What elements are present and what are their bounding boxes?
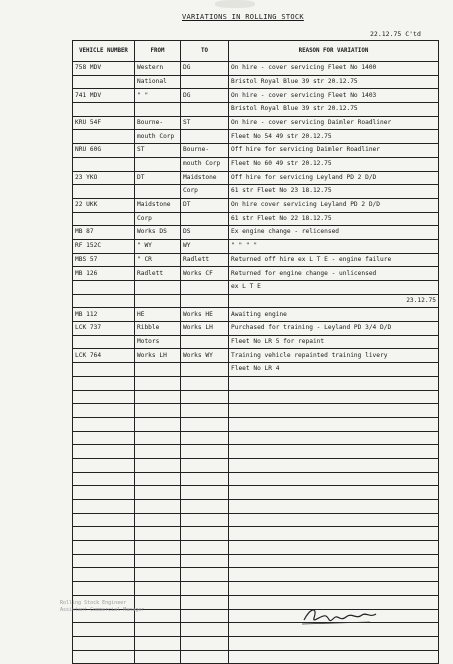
scan-smudge	[215, 0, 255, 8]
cell-reason: Bristol Royal Blue 39 str 20.12.75	[229, 75, 439, 89]
cell-vehicle-number: MBS 57	[73, 253, 135, 267]
cell-reason: Ex engine change - relicensed	[229, 226, 439, 240]
blank-cell	[229, 458, 439, 472]
rolling-stock-table	[72, 40, 439, 664]
blank-cell	[73, 554, 135, 568]
cell-from: DT	[135, 171, 181, 185]
cell-reason: Fleet No 54 49 str 20.12.75	[229, 130, 439, 144]
table-row	[73, 185, 439, 199]
table-row	[73, 322, 439, 336]
cell-to	[181, 75, 229, 89]
cell-to: DT	[181, 198, 229, 212]
cell-reason: On hire cover servicing Leyland PD 2 D/D	[229, 198, 439, 212]
cell-reason: Training vehicle repainted training livery	[229, 349, 439, 363]
blank-cell	[181, 568, 229, 582]
blank-cell	[135, 417, 181, 431]
cell-vehicle-number	[73, 130, 135, 144]
cell-to: Corp	[181, 185, 229, 199]
cell-to	[181, 363, 229, 377]
cell-reason: On hire - cover servicing Fleet No 1403	[229, 89, 439, 103]
header-from: FROM	[135, 41, 181, 62]
blank-cell	[135, 513, 181, 527]
blank-cell	[229, 500, 439, 514]
blank-cell	[229, 404, 439, 418]
cell-reason: Returned off hire ex L T E - engine failure	[229, 253, 439, 267]
cell-vehicle-number	[73, 103, 135, 117]
cell-from: National	[135, 75, 181, 89]
blank-table-row	[73, 650, 439, 664]
cell-to: WY	[181, 239, 229, 253]
cell-from: HE	[135, 308, 181, 322]
blank-cell	[181, 623, 229, 637]
blank-cell	[181, 582, 229, 596]
cell-from: Ribble	[135, 322, 181, 336]
blank-cell	[73, 582, 135, 596]
cell-from: Motors	[135, 335, 181, 349]
cell-vehicle-number: MB 87	[73, 226, 135, 240]
cell-from: Maidstone	[135, 198, 181, 212]
cell-to: mouth Corp	[181, 157, 229, 171]
cell-to: DG	[181, 89, 229, 103]
table-row	[73, 226, 439, 240]
cell-from: Works DS	[135, 226, 181, 240]
table-row	[73, 75, 439, 89]
blank-cell	[229, 486, 439, 500]
blank-cell	[73, 472, 135, 486]
blank-cell	[73, 513, 135, 527]
blank-table-row	[73, 623, 439, 637]
blank-cell	[181, 458, 229, 472]
blank-cell	[135, 404, 181, 418]
blank-cell	[229, 568, 439, 582]
cell-reason: ex L T E	[229, 281, 439, 295]
table-body	[73, 62, 439, 664]
blank-cell	[135, 431, 181, 445]
blank-cell	[181, 636, 229, 650]
header-vehicle-number: VEHICLE NUMBER	[73, 41, 135, 62]
cell-from: " "	[135, 89, 181, 103]
table-row	[73, 335, 439, 349]
cell-from: Western	[135, 62, 181, 76]
cell-from: Bourne-	[135, 116, 181, 130]
blank-table-row	[73, 390, 439, 404]
cell-to: Works WY	[181, 349, 229, 363]
cell-to: Bourne-	[181, 144, 229, 158]
cell-reason: Awaiting engine	[229, 308, 439, 322]
blank-table-row	[73, 554, 439, 568]
blank-cell	[73, 404, 135, 418]
cell-vehicle-number	[73, 75, 135, 89]
table-row	[73, 157, 439, 171]
blank-cell	[229, 417, 439, 431]
cell-reason: 61 str Fleet No 23 18.12.75	[229, 185, 439, 199]
blank-cell	[181, 541, 229, 555]
table-row	[73, 212, 439, 226]
cell-to	[181, 281, 229, 295]
cell-reason: Fleet No LR 4	[229, 363, 439, 377]
blank-cell	[135, 582, 181, 596]
table-row	[73, 116, 439, 130]
table-row	[73, 198, 439, 212]
table-row	[73, 363, 439, 377]
blank-cell	[181, 500, 229, 514]
cell-reason: Bristol Royal Blue 39 str 20.12.75	[229, 103, 439, 117]
cell-vehicle-number	[73, 185, 135, 199]
table-row	[73, 253, 439, 267]
cell-from	[135, 281, 181, 295]
blank-cell	[135, 376, 181, 390]
blank-cell	[229, 541, 439, 555]
blank-cell	[181, 417, 229, 431]
blank-table-row	[73, 513, 439, 527]
cell-reason: Fleet No LR 5 for repaint	[229, 335, 439, 349]
cell-reason: Returned for engine change - unlicensed	[229, 267, 439, 281]
blank-cell	[73, 458, 135, 472]
cell-to	[181, 294, 229, 308]
blank-cell	[181, 472, 229, 486]
document-title: VARIATIONS IN ROLLING STOCK	[182, 13, 304, 21]
cell-from: Corp	[135, 212, 181, 226]
blank-cell	[135, 527, 181, 541]
blank-table-row	[73, 431, 439, 445]
cell-reason: " " " "	[229, 239, 439, 253]
blank-cell	[135, 486, 181, 500]
blank-cell	[135, 650, 181, 664]
cell-to: Works CF	[181, 267, 229, 281]
cell-vehicle-number	[73, 335, 135, 349]
cell-to: DS	[181, 226, 229, 240]
blank-table-row	[73, 376, 439, 390]
cell-to: Works LH	[181, 322, 229, 336]
blank-cell	[229, 582, 439, 596]
cell-vehicle-number	[73, 281, 135, 295]
cell-to: Maidstone	[181, 171, 229, 185]
cell-to: ST	[181, 116, 229, 130]
table-row	[73, 308, 439, 322]
blank-cell	[181, 609, 229, 623]
cell-vehicle-number: LCK 737	[73, 322, 135, 336]
cell-from	[135, 157, 181, 171]
blank-cell	[73, 623, 135, 637]
blank-cell	[73, 636, 135, 650]
blank-table-row	[73, 486, 439, 500]
blank-cell	[73, 445, 135, 459]
cell-vehicle-number: MB 126	[73, 267, 135, 281]
table-row	[73, 239, 439, 253]
table-row	[73, 267, 439, 281]
cell-from: mouth Corp	[135, 130, 181, 144]
cell-vehicle-number: NRU 60G	[73, 144, 135, 158]
cell-vehicle-number: 23 YKO	[73, 171, 135, 185]
cell-to: Radlett	[181, 253, 229, 267]
cell-from	[135, 363, 181, 377]
cell-reason: On hire - cover servicing Fleet No 1400	[229, 62, 439, 76]
cell-reason: Off hire for servicing Daimler Roadliner	[229, 144, 439, 158]
cell-vehicle-number	[73, 294, 135, 308]
blank-cell	[135, 472, 181, 486]
cell-reason: Purchased for training - Leyland PD 3/4 D/D	[229, 322, 439, 336]
footer-line-2: Assistant Commercial Manager	[60, 607, 145, 613]
blank-cell	[181, 431, 229, 445]
blank-cell	[229, 472, 439, 486]
blank-table-row	[73, 582, 439, 596]
table-row	[73, 144, 439, 158]
footer-line-1: Rolling Stock Engineer	[60, 600, 127, 606]
table-row	[73, 62, 439, 76]
cell-from: " WY	[135, 239, 181, 253]
blank-cell	[73, 541, 135, 555]
blank-cell	[135, 500, 181, 514]
blank-cell	[135, 445, 181, 459]
cell-reason: 61 str Fleet No 22 18.12.75	[229, 212, 439, 226]
blank-cell	[135, 623, 181, 637]
table-row	[73, 130, 439, 144]
footer-signatories	[60, 600, 144, 614]
blank-cell	[229, 636, 439, 650]
blank-cell	[73, 431, 135, 445]
blank-cell	[181, 527, 229, 541]
handwritten-signature	[300, 600, 380, 630]
blank-table-row	[73, 541, 439, 555]
cell-from: Works LH	[135, 349, 181, 363]
document-date: 22.12.75 C'td	[370, 30, 421, 38]
blank-cell	[229, 376, 439, 390]
blank-table-row	[73, 500, 439, 514]
blank-cell	[73, 417, 135, 431]
blank-cell	[73, 527, 135, 541]
table-row	[73, 294, 439, 308]
blank-cell	[229, 445, 439, 459]
blank-cell	[229, 390, 439, 404]
table-row	[73, 281, 439, 295]
blank-cell	[73, 486, 135, 500]
cell-vehicle-number: LCK 764	[73, 349, 135, 363]
cell-vehicle-number: KRU 54F	[73, 116, 135, 130]
cell-vehicle-number	[73, 212, 135, 226]
cell-to	[181, 103, 229, 117]
blank-cell	[181, 650, 229, 664]
blank-table-row	[73, 458, 439, 472]
blank-cell	[73, 500, 135, 514]
cell-vehicle-number: 741 MDV	[73, 89, 135, 103]
blank-table-row	[73, 636, 439, 650]
header-to: TO	[181, 41, 229, 62]
cell-to: Works HE	[181, 308, 229, 322]
cell-from: ST	[135, 144, 181, 158]
blank-table-row	[73, 404, 439, 418]
cell-vehicle-number	[73, 157, 135, 171]
blank-cell	[229, 431, 439, 445]
table-row	[73, 103, 439, 117]
table-row	[73, 349, 439, 363]
cell-vehicle-number: 758 MDV	[73, 62, 135, 76]
cell-reason: 23.12.75	[229, 294, 439, 308]
cell-reason: Off hire for servicing Leyland PD 2 D/D	[229, 171, 439, 185]
blank-cell	[181, 445, 229, 459]
cell-reason: Fleet No 60 49 str 20.12.75	[229, 157, 439, 171]
blank-cell	[181, 390, 229, 404]
cell-from	[135, 103, 181, 117]
blank-table-row	[73, 417, 439, 431]
blank-cell	[73, 568, 135, 582]
table-header-row	[73, 41, 439, 62]
header-reason: REASON FOR VARIATION	[229, 41, 439, 62]
cell-from: " CR	[135, 253, 181, 267]
cell-vehicle-number: RF 152C	[73, 239, 135, 253]
blank-cell	[181, 554, 229, 568]
blank-table-row	[73, 568, 439, 582]
blank-cell	[135, 390, 181, 404]
blank-cell	[229, 513, 439, 527]
cell-to	[181, 335, 229, 349]
cell-reason: On hire - cover servicing Daimler Roadliner	[229, 116, 439, 130]
blank-cell	[181, 513, 229, 527]
blank-table-row	[73, 527, 439, 541]
cell-to	[181, 212, 229, 226]
blank-cell	[229, 527, 439, 541]
blank-cell	[135, 541, 181, 555]
blank-cell	[181, 376, 229, 390]
blank-cell	[73, 390, 135, 404]
cell-from	[135, 185, 181, 199]
cell-from	[135, 294, 181, 308]
blank-cell	[73, 650, 135, 664]
blank-cell	[229, 554, 439, 568]
cell-from: Radlett	[135, 267, 181, 281]
blank-table-row	[73, 445, 439, 459]
cell-to: DG	[181, 62, 229, 76]
blank-cell	[229, 650, 439, 664]
rolling-stock-table-container	[72, 40, 438, 664]
blank-cell	[181, 404, 229, 418]
blank-cell	[135, 636, 181, 650]
blank-cell	[135, 568, 181, 582]
blank-cell	[181, 486, 229, 500]
table-row	[73, 171, 439, 185]
table-row	[73, 89, 439, 103]
blank-cell	[135, 554, 181, 568]
blank-cell	[181, 595, 229, 609]
blank-table-row	[73, 472, 439, 486]
cell-to	[181, 130, 229, 144]
cell-vehicle-number: 22 UKK	[73, 198, 135, 212]
cell-vehicle-number: MB 112	[73, 308, 135, 322]
blank-cell	[73, 376, 135, 390]
blank-cell	[135, 458, 181, 472]
cell-vehicle-number	[73, 363, 135, 377]
